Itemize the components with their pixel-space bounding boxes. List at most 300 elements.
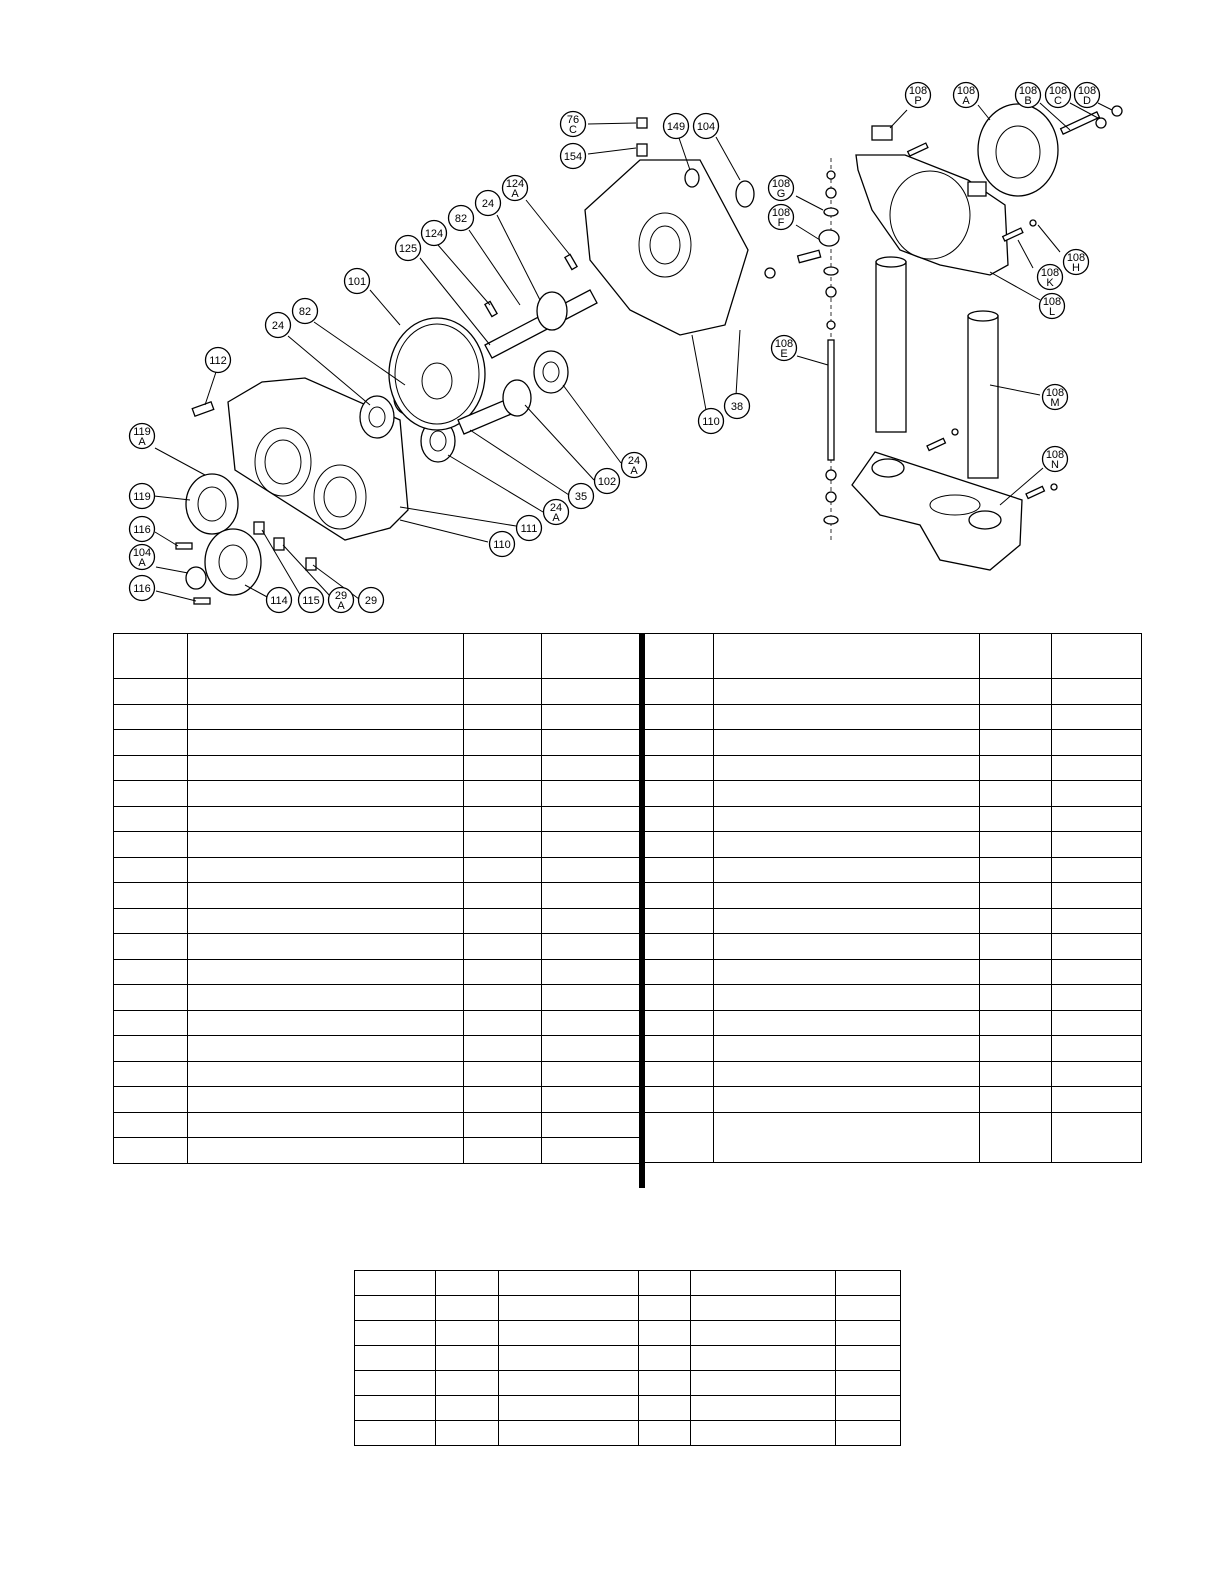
- callout-number: 104: [696, 121, 716, 133]
- callout-number: 108: [1018, 85, 1038, 97]
- plug-76c: [637, 118, 647, 128]
- callout-108f: [769, 205, 794, 230]
- callout-suffix: A: [337, 600, 345, 612]
- table-cell: [542, 857, 642, 883]
- callout-number: 35: [574, 491, 588, 503]
- table-row: [355, 1421, 901, 1446]
- table-cell: [114, 908, 188, 934]
- table-cell: [980, 755, 1052, 781]
- callout-119a: [130, 424, 155, 449]
- parts-list-left: [113, 633, 642, 1164]
- table-cell: [542, 679, 642, 705]
- table-cell: [464, 1010, 542, 1036]
- callout-number: 125: [398, 243, 418, 255]
- bearing-24: [360, 396, 394, 438]
- table-cell: [187, 857, 463, 883]
- table-row: [355, 1346, 901, 1371]
- callout-number: 115: [302, 595, 320, 607]
- callout-number: 108: [1042, 296, 1062, 308]
- callout-115: [299, 588, 324, 613]
- table-cell: [355, 1396, 436, 1421]
- table-cell: [980, 704, 1052, 730]
- table-cell: [644, 832, 714, 858]
- callout-29a: [329, 588, 354, 613]
- callout-125: [396, 236, 421, 261]
- table-cell: [498, 1371, 639, 1396]
- table-cell: [542, 755, 642, 781]
- callout-number: 76: [566, 114, 580, 126]
- table-cell: [187, 781, 463, 807]
- table-cell: [498, 1421, 639, 1446]
- callout-108h: [1064, 250, 1089, 275]
- table-cell: [464, 1112, 542, 1138]
- bearing-cover-114: [205, 529, 261, 595]
- table-cell: [114, 634, 188, 679]
- table-cell: [187, 634, 463, 679]
- callout-suffix: A: [630, 465, 638, 477]
- table-row: [644, 857, 1142, 883]
- plate-108a: [978, 104, 1058, 196]
- table-cell: [464, 959, 542, 985]
- table-cell: [980, 857, 1052, 883]
- table-cell: [114, 1087, 188, 1113]
- key-124a: [565, 254, 577, 269]
- callout-number: 108: [1045, 449, 1065, 461]
- callout-suffix: P: [914, 95, 922, 107]
- table-row: [114, 1112, 642, 1138]
- table-cell: [980, 781, 1052, 807]
- setscrew-108n-2: [1026, 486, 1044, 498]
- table-cell: [713, 934, 979, 960]
- table-cell: [644, 934, 714, 960]
- table-cell: [980, 832, 1052, 858]
- table-cell: [639, 1346, 691, 1371]
- table-cell: [644, 755, 714, 781]
- table-cell: [644, 704, 714, 730]
- table-cell: [1052, 1036, 1142, 1062]
- table-row: [114, 806, 642, 832]
- table-cell: [980, 934, 1052, 960]
- table-cell: [464, 755, 542, 781]
- table-cell: [1052, 959, 1142, 985]
- table-row: [114, 1087, 642, 1113]
- table-cell: [114, 679, 188, 705]
- table-cell: [1052, 883, 1142, 909]
- table-cell: [980, 1112, 1052, 1162]
- output-shaft-125: [485, 290, 597, 358]
- table-cell: [435, 1296, 498, 1321]
- callout-number: 82: [298, 306, 312, 318]
- callout-119: [130, 484, 155, 509]
- callout-suffix: M: [1050, 397, 1060, 409]
- table-cell: [644, 781, 714, 807]
- table-row: [114, 634, 642, 679]
- table-cell: [464, 857, 542, 883]
- table-cell: [464, 781, 542, 807]
- table-cell: [644, 730, 714, 756]
- table-cell: [435, 1371, 498, 1396]
- table-cell: [542, 934, 642, 960]
- table-cell: [644, 857, 714, 883]
- seal-104: [736, 181, 754, 207]
- table-cell: [1052, 1087, 1142, 1113]
- callout-number: 82: [454, 213, 468, 225]
- table-cell: [464, 704, 542, 730]
- table-cell: [644, 1036, 714, 1062]
- table-cell: [187, 883, 463, 909]
- callout-suffix: K: [1046, 277, 1054, 289]
- table-cell: [644, 908, 714, 934]
- table-cell: [1052, 755, 1142, 781]
- table-cell: [542, 832, 642, 858]
- bolt-112: [192, 402, 214, 416]
- table-cell: [355, 1321, 436, 1346]
- table-cell: [355, 1271, 436, 1296]
- table-cell: [1052, 806, 1142, 832]
- table-cell: [691, 1296, 836, 1321]
- plug-29: [306, 558, 316, 570]
- callout-number: 108: [1045, 387, 1065, 399]
- callout-number: 111: [520, 523, 538, 535]
- callout-154: [561, 144, 586, 169]
- table-cell: [498, 1296, 639, 1321]
- table-cell: [464, 806, 542, 832]
- table-cell: [980, 634, 1052, 679]
- table-cell: [114, 730, 188, 756]
- callout-82: [293, 299, 318, 324]
- table-cell: [713, 730, 979, 756]
- table-cell: [435, 1421, 498, 1446]
- callout-suffix: H: [1072, 262, 1080, 274]
- callout-number: 119: [133, 426, 151, 438]
- callout-suffix: A: [962, 95, 970, 107]
- eyebolt-108f: [798, 230, 839, 263]
- gear-101: [389, 318, 485, 430]
- table-row: [355, 1271, 901, 1296]
- table-row: [644, 1087, 1142, 1113]
- table-cell: [639, 1271, 691, 1296]
- table-row: [644, 806, 1142, 832]
- table-row: [114, 832, 642, 858]
- table-cell: [713, 1010, 979, 1036]
- callout-111: [517, 516, 542, 541]
- table-cell: [355, 1371, 436, 1396]
- table-cell: [644, 1010, 714, 1036]
- table-cell: [1052, 934, 1142, 960]
- table-cell: [542, 1010, 642, 1036]
- bearing-24a-right: [534, 351, 568, 393]
- table-row: [114, 959, 642, 985]
- table-cell: [1052, 832, 1142, 858]
- table-cell: [464, 934, 542, 960]
- table-cell: [542, 985, 642, 1011]
- callout-number: 108: [1040, 267, 1060, 279]
- setscrew-108: [908, 143, 928, 156]
- table-cell: [713, 1112, 979, 1162]
- table-cell: [542, 1061, 642, 1087]
- callout-number: 101: [347, 276, 367, 288]
- table-cell: [644, 985, 714, 1011]
- table-cell: [644, 679, 714, 705]
- table-cell: [435, 1321, 498, 1346]
- table-row: [644, 934, 1142, 960]
- exploded-parts-diagram: [0, 0, 1224, 630]
- callout-116-top: [130, 517, 155, 542]
- table-cell: [644, 959, 714, 985]
- callout-number: 114: [270, 595, 288, 607]
- table-cell: [1052, 908, 1142, 934]
- callout-number: 24: [481, 198, 495, 210]
- table-cell: [713, 704, 979, 730]
- table-cell: [1052, 730, 1142, 756]
- table-row: [114, 1138, 642, 1164]
- callout-number: 29: [334, 590, 348, 602]
- table-cell: [639, 1371, 691, 1396]
- callout-38: [725, 394, 750, 419]
- table-cell: [498, 1321, 639, 1346]
- table-cell: [980, 1010, 1052, 1036]
- table-cell: [464, 883, 542, 909]
- callout-102: [595, 469, 620, 494]
- callout-108m: [1043, 385, 1068, 410]
- main-housing: [585, 160, 748, 335]
- table-row: [644, 755, 1142, 781]
- table-cell: [1052, 1061, 1142, 1087]
- nut-108h: [1030, 220, 1036, 226]
- callout-108n: [1043, 447, 1068, 472]
- callout-108d: [1075, 83, 1100, 108]
- table-cell: [1052, 1010, 1142, 1036]
- callout-29: [359, 588, 384, 613]
- plug-29a: [274, 538, 284, 550]
- table-cell: [542, 1112, 642, 1138]
- table-row: [644, 634, 1142, 679]
- table-row: [114, 934, 642, 960]
- table-cell: [464, 730, 542, 756]
- table-row: [114, 679, 642, 705]
- seal-104a: [186, 567, 206, 589]
- callout-24a-right: [622, 453, 647, 478]
- table-cell: [355, 1346, 436, 1371]
- table-cell: [542, 959, 642, 985]
- table-row: [114, 908, 642, 934]
- callout-104a: [130, 545, 155, 570]
- callout-110: [699, 409, 724, 434]
- table-cell: [639, 1296, 691, 1321]
- callout-number: 110: [702, 416, 720, 428]
- callout-suffix: C: [569, 124, 577, 136]
- callout-number: 24: [627, 455, 641, 467]
- callout-number: 112: [209, 355, 227, 367]
- table-row: [114, 1036, 642, 1062]
- callout-124a: [503, 176, 528, 201]
- callout-114: [267, 588, 292, 613]
- callout-suffix: N: [1051, 459, 1059, 471]
- callout-108k: [1038, 265, 1063, 290]
- table-cell: [691, 1371, 836, 1396]
- table-cell: [114, 1036, 188, 1062]
- table-cell: [1052, 781, 1142, 807]
- table-cell: [713, 634, 979, 679]
- bolt-116-top: [176, 543, 192, 549]
- table-cell: [639, 1421, 691, 1446]
- eyebolt-149: [685, 169, 699, 187]
- table-cell: [187, 934, 463, 960]
- table-cell: [542, 1138, 642, 1164]
- callout-number: 116: [133, 583, 151, 595]
- table-cell: [980, 1087, 1052, 1113]
- table-cell: [713, 832, 979, 858]
- table-cell: [713, 1036, 979, 1062]
- stud-108e: [824, 340, 838, 524]
- table-row: [644, 883, 1142, 909]
- callout-108a: [954, 83, 979, 108]
- table-cell: [980, 806, 1052, 832]
- table-cell: [542, 883, 642, 909]
- callout-suffix: E: [780, 348, 788, 360]
- table-row: [644, 781, 1142, 807]
- table-cell: [713, 883, 979, 909]
- callout-number: 102: [597, 476, 617, 488]
- callout-number: 38: [730, 401, 744, 413]
- callout-76c: [561, 112, 586, 137]
- table-row: [355, 1396, 901, 1421]
- table-cell: [644, 1087, 714, 1113]
- table-cell: [464, 832, 542, 858]
- callout-149: [664, 114, 689, 139]
- callout-101: [345, 269, 370, 294]
- table-cell: [1052, 634, 1142, 679]
- table-cell: [498, 1346, 639, 1371]
- callout-number: 24: [271, 320, 285, 332]
- callout-number: 124: [505, 178, 525, 190]
- table-cell: [464, 1061, 542, 1087]
- table-cell: [1052, 704, 1142, 730]
- cap-108p: [872, 126, 892, 140]
- washer-108c: [1096, 118, 1106, 128]
- callout-suffix: A: [138, 557, 146, 569]
- table-cell: [980, 730, 1052, 756]
- callout-number: 104: [132, 547, 152, 559]
- nut-108f: [765, 268, 775, 278]
- table-row: [355, 1321, 901, 1346]
- vent-154: [637, 144, 647, 156]
- table-cell: [691, 1421, 836, 1446]
- table-cell: [187, 704, 463, 730]
- table-cell: [836, 1271, 901, 1296]
- callout-number: 149: [666, 121, 686, 133]
- table-cell: [114, 857, 188, 883]
- callout-108p: [906, 83, 931, 108]
- callout-number: 108: [1048, 85, 1068, 97]
- table-cell: [713, 806, 979, 832]
- table-cell: [542, 908, 642, 934]
- table-row: [644, 832, 1142, 858]
- table-cell: [713, 959, 979, 985]
- table-cell: [498, 1271, 639, 1296]
- table-cell: [1052, 985, 1142, 1011]
- callout-suffix: F: [777, 217, 785, 229]
- bolt-116: [194, 598, 210, 604]
- callout-24a-bottom: [544, 500, 569, 525]
- table-cell: [713, 908, 979, 934]
- table-row: [644, 730, 1142, 756]
- table-cell: [187, 959, 463, 985]
- table-row: [114, 755, 642, 781]
- table-cell: [187, 1112, 463, 1138]
- callout-number: 119: [133, 491, 151, 503]
- callout-number: 108: [1077, 85, 1097, 97]
- table-cell: [464, 634, 542, 679]
- callout-number: 124: [424, 228, 444, 240]
- callout-24: [266, 313, 291, 338]
- table-row: [644, 1010, 1142, 1036]
- table-cell: [187, 1138, 463, 1164]
- table-cell: [187, 985, 463, 1011]
- table-cell: [691, 1321, 836, 1346]
- table-cell: [836, 1421, 901, 1446]
- table-cell: [114, 1061, 188, 1087]
- table-cell: [355, 1296, 436, 1321]
- summary-table: [354, 1270, 901, 1446]
- table-cell: [187, 908, 463, 934]
- table-cell: [435, 1271, 498, 1296]
- table-row: [114, 985, 642, 1011]
- table-cell: [187, 832, 463, 858]
- callout-104: [694, 114, 719, 139]
- table-cell: [644, 1112, 714, 1162]
- table-cell: [691, 1346, 836, 1371]
- table-cell: [464, 1036, 542, 1062]
- table-cell: [187, 1010, 463, 1036]
- table-cell: [980, 883, 1052, 909]
- callout-82-top: [449, 206, 474, 231]
- table-cell: [114, 959, 188, 985]
- table-row: [355, 1296, 901, 1321]
- callout-suffix: A: [552, 512, 560, 524]
- table-cell: [644, 806, 714, 832]
- table-cell: [435, 1346, 498, 1371]
- table-cell: [691, 1396, 836, 1421]
- table-cell: [464, 679, 542, 705]
- callout-number: 154: [563, 151, 583, 163]
- table-cell: [114, 985, 188, 1011]
- callout-suffix: D: [1083, 95, 1091, 107]
- callout-110-bottom: [490, 532, 515, 557]
- table-cell: [187, 806, 463, 832]
- table-row: [644, 704, 1142, 730]
- table-cell: [1052, 1112, 1142, 1162]
- table-cell: [836, 1396, 901, 1421]
- callout-number: 108: [908, 85, 928, 97]
- table-cell: [187, 755, 463, 781]
- plug-115: [254, 522, 264, 534]
- table-cell: [644, 1061, 714, 1087]
- table-cell: [464, 985, 542, 1011]
- table-cell: [114, 1010, 188, 1036]
- table-cell: [114, 704, 188, 730]
- callout-suffix: B: [1024, 95, 1032, 107]
- table-cell: [836, 1296, 901, 1321]
- callout-suffix: C: [1054, 95, 1062, 107]
- table-cell: [187, 730, 463, 756]
- table-row: [114, 1061, 642, 1087]
- table-cell: [836, 1321, 901, 1346]
- table-row: [644, 1112, 1142, 1162]
- table-cell: [498, 1396, 639, 1421]
- table-row: [114, 781, 642, 807]
- table-cell: [639, 1396, 691, 1421]
